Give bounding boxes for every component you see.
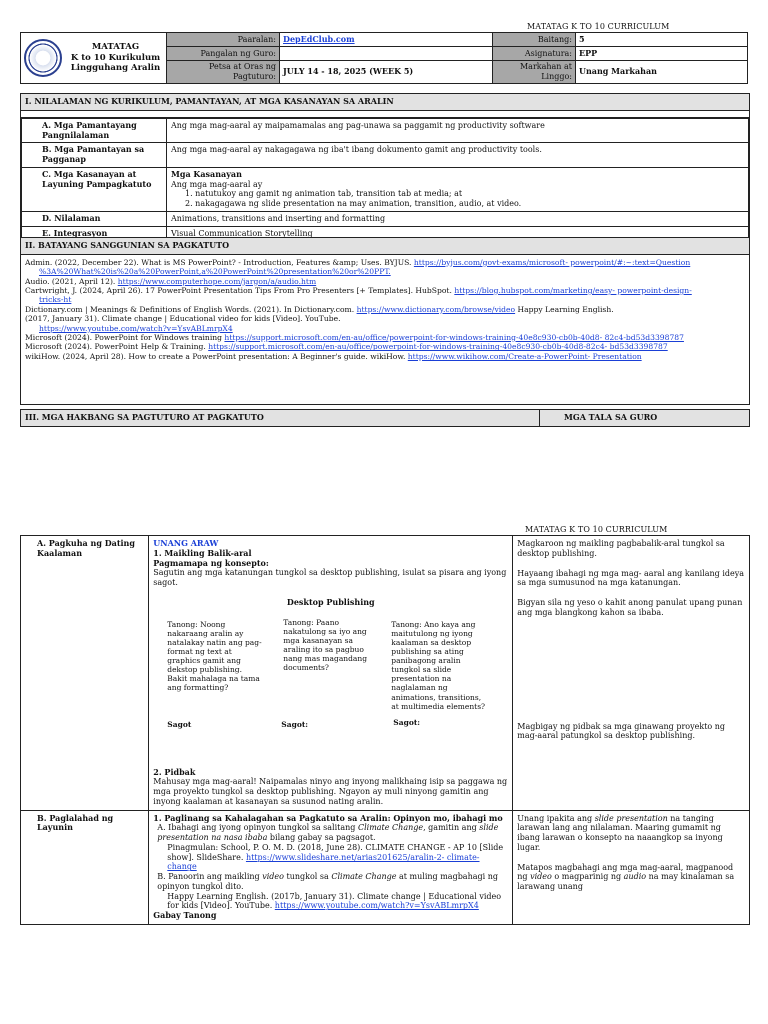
paaralan-link[interactable]: DepEdClub.com [283, 33, 355, 44]
row-label: B. Mga Pamantayan sa Pagganap [22, 143, 167, 168]
reference-link[interactable]: https://www.computerhope.com/jargon/a/audio.htm [117, 276, 317, 286]
title-line3: Lingguhang Aralin [70, 62, 161, 73]
answer-3: Sagot: [393, 717, 421, 727]
list-item: 2. nakagagawa ng slide presentation na may animation, transition, audio, at video. [185, 199, 522, 208]
reference-item: Microsoft (2024). PowerPoint Help & Training. https://support.microsoft.com/en-au/office/powerpoint-for-windows-training-40e8c930-cb0b-40d8-82c4- bd53d3398787 [25, 342, 668, 352]
baitang-label: Baitang: [493, 33, 576, 47]
table-row [22, 167, 749, 211]
concept-map [153, 608, 508, 768]
petsa-label: Petsa at Oras ng Pagtuturo: [167, 61, 280, 84]
section-nilalaman [20, 93, 750, 242]
part-b-content [149, 810, 513, 924]
day-label: UNANG ARAW [153, 538, 219, 548]
section-sanggunian [20, 237, 750, 405]
guro-value [280, 47, 493, 61]
reference-link[interactable]: https://blog.hubspot.com/marketing/easy- powerpoint-design- [454, 285, 692, 295]
row-value [167, 167, 749, 211]
paaralan-value[interactable] [280, 33, 493, 47]
row-value: Visual Communication Storytelling [167, 226, 749, 241]
question-2: Tanong: Paano nakatulong sa iyo ang mga kasanayan sa araling ito sa pagbuo nang mas magandang documents? [283, 617, 368, 673]
gabay-tanong: Gabay Tanong [153, 910, 217, 920]
step1-title: 1. Maikling Balik-aral [153, 547, 252, 558]
reference-item: Admin. (2022, December 22). What is MS PowerPoint? - Introduction, Features &amp; Uses. BYJUS. https://byjus.com/govt-exams/microsoft- powerpoint/#:~:text=Question [25, 257, 691, 267]
markahan-label: Markahan at Linggo: [493, 61, 576, 84]
note-text: Bigyan sila ng yeso o kahit anong panulat upang punan ang mga blangkong kahon sa ibaba. [517, 598, 743, 617]
answer-1: Sagot [167, 719, 192, 729]
reference-list [21, 255, 749, 364]
youtube-link[interactable]: https://www.youtube.com/watch?v=YsvABLmrpX4 [274, 901, 479, 911]
kasanayan-title: Mga Kasanayan [171, 168, 242, 179]
question-1: Tanong: Noong nakaraang aralin ay natalakay natin ang pag-format ng text at graphics gamit ang dekstop publishing. Bakit mahalaga na tama ang formatting? [167, 619, 262, 693]
reference-link[interactable]: tricks-ht [39, 295, 72, 305]
deped-seal-icon [24, 39, 62, 77]
row-label: E. Integrasyon [22, 226, 167, 241]
reference-item: wikiHow. (2024, April 28). How to create a PowerPoint presentation: A Beginner's guide. wikiHow. https://www.wikihow.com/Create-a-PowerPoint- Presentation [25, 351, 642, 361]
reference-link[interactable]: https://byjus.com/govt-exams/microsoft- powerpoint/#:~:text=Question [413, 257, 691, 267]
paaralan-label: Paaralan: [167, 33, 280, 47]
reference-link[interactable]: https://support.microsoft.com/en-au/office/powerpoint-for-windows-training-40e8c930-cb0b-40d8- 82c4-bd53d3398787 [224, 333, 684, 342]
logo-cell [21, 33, 66, 84]
section-hakbang [20, 409, 750, 427]
table-row [22, 211, 749, 226]
table-row [21, 536, 750, 811]
part-b-notes [513, 810, 750, 924]
part-b-source-1: Pinagmulan: School, P. O. M. D. (2018, June 28). CLIMATE CHANGE - AP 10 [Slide show]. SlideShare. https://www.slideshare.net/arias201625/aralin-2- climate- change [167, 842, 504, 872]
note-text: Hayaang ibahagi ng mga mag- aaral ang kanilang ideya sa mga sumusunod na mga katanungan. [517, 568, 745, 588]
concept-map-title: Desktop Publishing [286, 596, 375, 607]
row-value: Ang mga mag-aaral ay nakagagawa ng iba't ibang dokumento gamit ang productivity tools. [167, 143, 749, 168]
section2-heading: II. BATAYANG SANGGUNIAN SA PAGKATUTO [21, 238, 749, 255]
part-b-item-b: B. Panoorin ang maikling video tungkol sa Climate Change at muling magbahagi ng opinyon tungkol dito. [157, 872, 498, 891]
row-label: A. Mga Pamantayang Pangnilalaman [22, 118, 167, 143]
title-line2: K to 10 Kurikulum [70, 52, 161, 63]
table-row [21, 810, 750, 924]
section3-heading: III. MGA HAKBANG SA PAGTUTURO AT PAGKATUTO [21, 410, 540, 427]
notes-heading: MGA TALA SA GURO [540, 410, 750, 427]
asignatura-value: EPP [576, 47, 748, 61]
asignatura-label: Asignatura: [493, 47, 576, 61]
part-b-source-2: Happy Learning English. (2017b, January 31). Climate change | Educational video for kids [Video]. YouTube. https://www.youtube.com/watch?v=YsvABLmrpX4 [167, 891, 502, 911]
curriculum-label: MATATAG K TO 10 CURRICULUM [527, 22, 670, 31]
note-text: Magbigay ng pidbak sa mga ginawang proyekto ng mag-aaral patungkol sa desktop publishing. [517, 721, 726, 741]
header-title [65, 33, 167, 84]
question-3: Tanong: Ano kaya ang maitutulong ng iyong kaalaman sa desktop publishing sa ating panibagong aralin tungkol sa slide presentation na naglalaman ng animations, transitions, at multimedia elements? [391, 619, 486, 711]
note-text: Unang ipakita ang slide presentation na tanging larawan lang ang nilalaman. Maaring gumamit ng ibang larawan o konsepto na naaangkop sa inyong lugar. [517, 813, 723, 852]
reference-item-cont [25, 295, 745, 304]
reference-link[interactable]: %3A%20What%20is%20a%20PowerPoint,a%20PowerPoint%20presentation%20or%20PPT. [39, 267, 391, 277]
slideshare-link[interactable]: https://www.slideshare.net/arias201625/aralin-2- climate- change [167, 852, 480, 872]
note-text: Magkaroon ng maikling pagbabalik-aral tungkol sa desktop publishing. [517, 539, 725, 558]
part-b-step1: 1. Paglinang sa Kahalagahan sa Pagkatuto sa Aralin: Opinyon mo, ibahagi mo [153, 812, 503, 823]
section1-table [21, 118, 749, 242]
list-item: 1. natutukoy ang gamit ng animation tab, transition tab at media; at [185, 189, 463, 199]
table-row [22, 143, 749, 168]
reference-item-cont [25, 267, 745, 276]
row-value: Animations, transitions and inserting and formatting [167, 211, 749, 226]
part-b-label: B. Paglalahad ng Layunin [21, 810, 149, 924]
reference-item: (2017, January 31). Climate change | Educational video for kids [Video]. YouTube. [25, 314, 341, 324]
part-a-label: A. Pagkuha ng Dating Kaalaman [21, 536, 149, 811]
table-row [22, 118, 749, 143]
row-value: Ang mga mag-aaral ay maipamamalas ang pag-unawa sa paggamit ng productivity software [167, 118, 749, 143]
part-a-notes [513, 536, 750, 811]
step2-text: Mahusay mga mag-aaral! Naipamalas ninyo ang inyong malikhaing isip sa paggawa ng mga proyekto tungkol sa desktop publishing. Ngayon ay muli ninyong gamitin ang inyong kaalaman at kasanayan sa susunod nating aralin. [153, 777, 508, 806]
part-b-item-a: A. Ibahagi ang iyong opinyon tungkol sa salitang Climate Change, gamitin ang slide presentation na nasa ibaba bilang gabay sa pagsagot. [157, 823, 499, 842]
curriculum-label-2: MATATAG K TO 10 CURRICULUM [525, 525, 668, 534]
reference-item: Microsoft (2024). PowerPoint for Windows training https://support.microsoft.com/en-au/office/powerpoint-for-windows-training-40e8c930-cb0b-40d8- 82c4-bd53d3398787 [25, 333, 684, 342]
note-text: Matapos magbahagi ang mga mag-aaral, magpanood ng video o magparinig ng audio na may kinalaman sa larawang unang [517, 862, 735, 891]
step1-subtitle: Pagmamapa ng konsepto: [153, 557, 269, 568]
reference-item: Cartwright, J. (2024, April 26). 17 PowerPoint Presentation Tips From Pro Presenters [+ Templates]. HubSpot. https://blog.hubspot.com/marketing/easy- powerpoint-design- [25, 285, 692, 295]
baitang-value: 5 [576, 33, 748, 47]
reference-link[interactable]: https://www.wikihow.com/Create-a-PowerPoint- Presentation [407, 351, 642, 361]
row-label: D. Nilalaman [22, 211, 167, 226]
step2-title: 2. Pidbak [153, 766, 196, 777]
guro-label: Pangalan ng Guro: [167, 47, 280, 61]
reference-link[interactable]: https://support.microsoft.com/en-au/office/powerpoint-for-windows-training-40e8c930-cb0b-40d8-82c4- bd53d3398787 [208, 342, 668, 352]
reference-link[interactable]: https://www.youtube.com/watch?v=YsvABLmrpX4 [39, 323, 233, 333]
row-label: C. Mga Kasanayan at Layuning Pampagkatuto [22, 167, 167, 211]
reference-link[interactable]: https://www.dictionary.com/browse/video [356, 304, 516, 314]
petsa-value: JULY 14 - 18, 2025 (WEEK 5) [280, 61, 493, 84]
answer-2: Sagot: [281, 719, 309, 729]
lesson-header [20, 32, 748, 84]
steps-table [20, 535, 750, 925]
kasanayan-intro: Ang mga mag-aaral ay [171, 179, 263, 189]
section1-heading: I. NILALAMAN NG KURIKULUM, PAMANTAYAN, AT MGA KASANAYAN SA ARALIN [21, 94, 749, 111]
reference-item-cont [25, 324, 745, 333]
part-a-content [149, 536, 513, 811]
reference-item: Audio. (2021, April 12). https://www.computerhope.com/jargon/a/audio.htm [25, 276, 317, 286]
step1-text: Sagutin ang mga katanungan tungkol sa desktop publishing, isulat sa pisara ang iyong sagot. [153, 568, 507, 587]
title-line1: MATATAG [91, 42, 140, 53]
reference-item: Dictionary.com | Meanings & Definitions of English Words. (2021). In Dictionary.com. https://www.dictionary.com/browse/video Happy Learning English. [25, 304, 614, 314]
markahan-value: Unang Markahan [576, 61, 748, 84]
